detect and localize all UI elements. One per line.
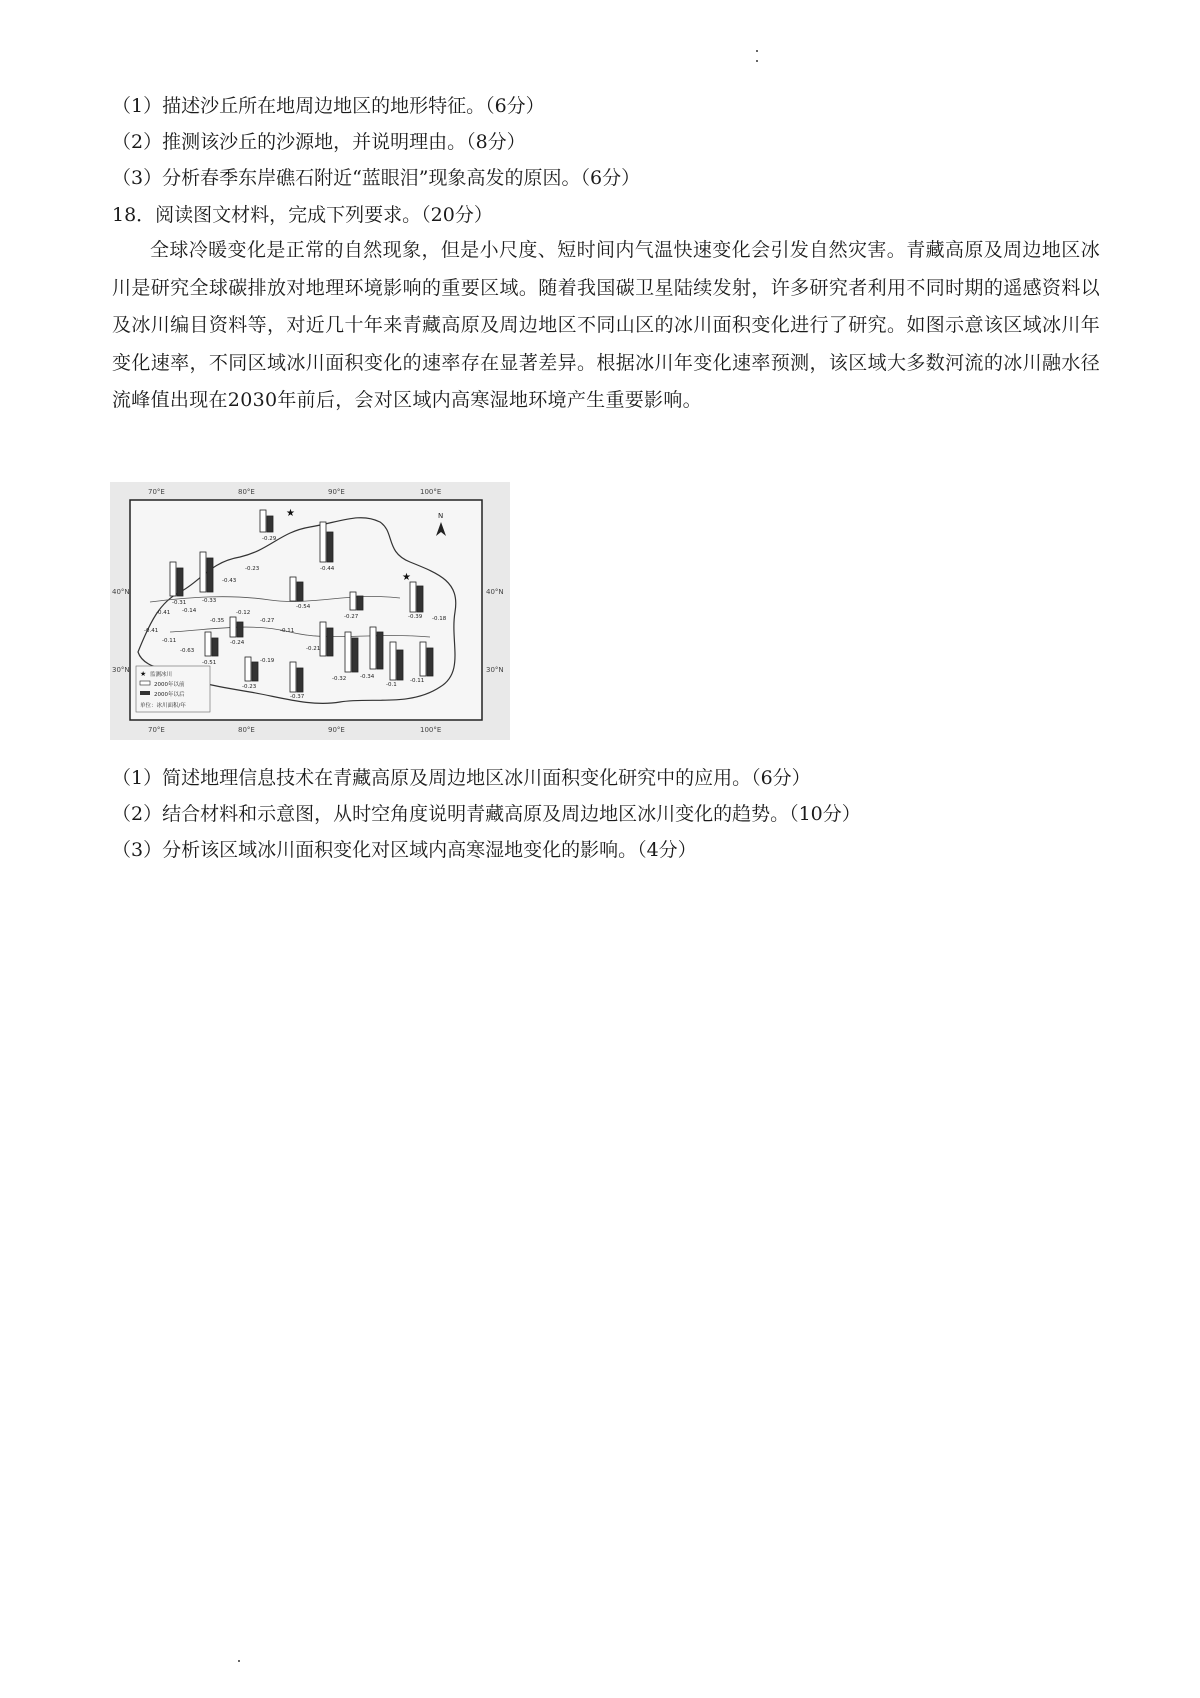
legend-after2000: 2000年以后 <box>154 692 185 698</box>
lon-label: 70°E <box>148 488 165 496</box>
value-label: -0.39 <box>408 614 423 620</box>
value-label: -0.35 <box>210 618 225 624</box>
lat-label: 40°N <box>486 588 504 596</box>
lon-label: 90°E <box>328 726 345 734</box>
scan-speck <box>756 50 758 52</box>
value-label: -0.43 <box>222 578 237 584</box>
lon-label: 90°E <box>328 488 345 496</box>
scan-speck <box>238 1660 240 1662</box>
value-label: -0.29 <box>262 536 277 542</box>
value-label: -0.23 <box>245 566 260 572</box>
value-label: -0.34 <box>360 674 375 680</box>
value-label: -0.14 <box>182 608 197 614</box>
value-label: -0.18 <box>432 616 447 622</box>
value-label: -0.19 <box>260 658 275 664</box>
value-label: -0.11 <box>280 628 295 634</box>
value-label: -0.44 <box>320 566 335 572</box>
lat-label: 30°N <box>112 666 130 674</box>
value-label: -0.27 <box>344 614 359 620</box>
lon-label: 70°E <box>148 726 165 734</box>
q18-subquestion-2: （2）结合材料和示意图，从时空角度说明青藏高原及周边地区冰川变化的趋势。（10分） <box>112 803 861 825</box>
q18-subquestion-1: （1）简述地理信息技术在青藏高原及周边地区冰川面积变化研究中的应用。（6分） <box>112 767 811 789</box>
lat-label: 40°N <box>112 588 130 596</box>
value-label: -0.37 <box>290 694 305 700</box>
q18-material-paragraph: 全球冷暖变化是正常的自然现象，但是小尺度、短时间内气温快速变化会引发自然灾害。青藏高原及周边地区冰川是研究全球碳排放对地理环境影响的重要区域。随着我国碳卫星陆续发射，许多研究者利用不同时期的遥感资料以及冰川编目资料等，对近几十年来青藏高原及周边地区不同山区的冰川面积变化进行了研究。如图示意该区域冰川年变化速率，不同区域冰川面积变化的速率存在显著差异。根据冰川年变化速率预测，该区域大多数河流的冰川融水径流峰值出现在2030年前后，会对区域内高寒湿地环境产生重要影响。 <box>112 239 1100 411</box>
value-label: -0.27 <box>260 618 275 624</box>
legend-star-icon: ★ <box>140 670 147 678</box>
value-label: -0.24 <box>230 640 245 646</box>
lat-label: 30°N <box>486 666 504 674</box>
glacier-change-map <box>110 482 510 740</box>
lon-label: 80°E <box>238 726 255 734</box>
value-label: -0.12 <box>236 610 251 616</box>
q17-subquestion-2: （2）推测该沙丘的沙源地，并说明理由。（8分） <box>112 131 526 153</box>
station-star-icon: ★ <box>402 572 411 583</box>
q18-heading: 18．阅读图文材料，完成下列要求。（20分） <box>112 204 493 226</box>
value-label: -0.31 <box>172 600 187 606</box>
value-label: -0.1 <box>386 682 397 688</box>
lon-label: 80°E <box>238 488 255 496</box>
value-label: -0.23 <box>242 684 257 690</box>
lon-label: 100°E <box>420 488 442 496</box>
value-label: -0.63 <box>180 648 195 654</box>
value-label: -0.51 <box>202 660 217 666</box>
q17-subquestion-1: （1）描述沙丘所在地周边地区的地形特征。（6分） <box>112 95 545 117</box>
legend-before2000: 2000年以前 <box>154 682 185 688</box>
value-label: -0.11 <box>162 638 177 644</box>
value-label: -0.54 <box>296 604 311 610</box>
value-label: -0.11 <box>410 678 425 684</box>
north-label: N <box>438 512 444 520</box>
legend-after-swatch <box>140 691 150 695</box>
q17-subquestion-3: （3）分析春季东岸礁石附近“蓝眼泪”现象高发的原因。（6分） <box>112 167 641 189</box>
legend-unit: 单位：冰川面积/年 <box>140 703 186 709</box>
map-legend <box>136 666 210 712</box>
map-svg <box>110 482 510 740</box>
value-label: -0.33 <box>202 598 217 604</box>
value-label: -0.41 <box>144 628 159 634</box>
value-label: -0.41 <box>156 610 171 616</box>
value-label: -0.32 <box>332 676 347 682</box>
scan-speck <box>756 60 758 62</box>
lon-label: 100°E <box>420 726 442 734</box>
legend-before-swatch <box>140 681 150 685</box>
legend-station: 监测冰川 <box>150 672 173 678</box>
value-label: -0.21 <box>306 646 321 652</box>
q18-subquestion-3: （3）分析该区域冰川面积变化对区域内高寒湿地变化的影响。（4分） <box>112 839 697 861</box>
station-star-icon: ★ <box>286 508 295 519</box>
